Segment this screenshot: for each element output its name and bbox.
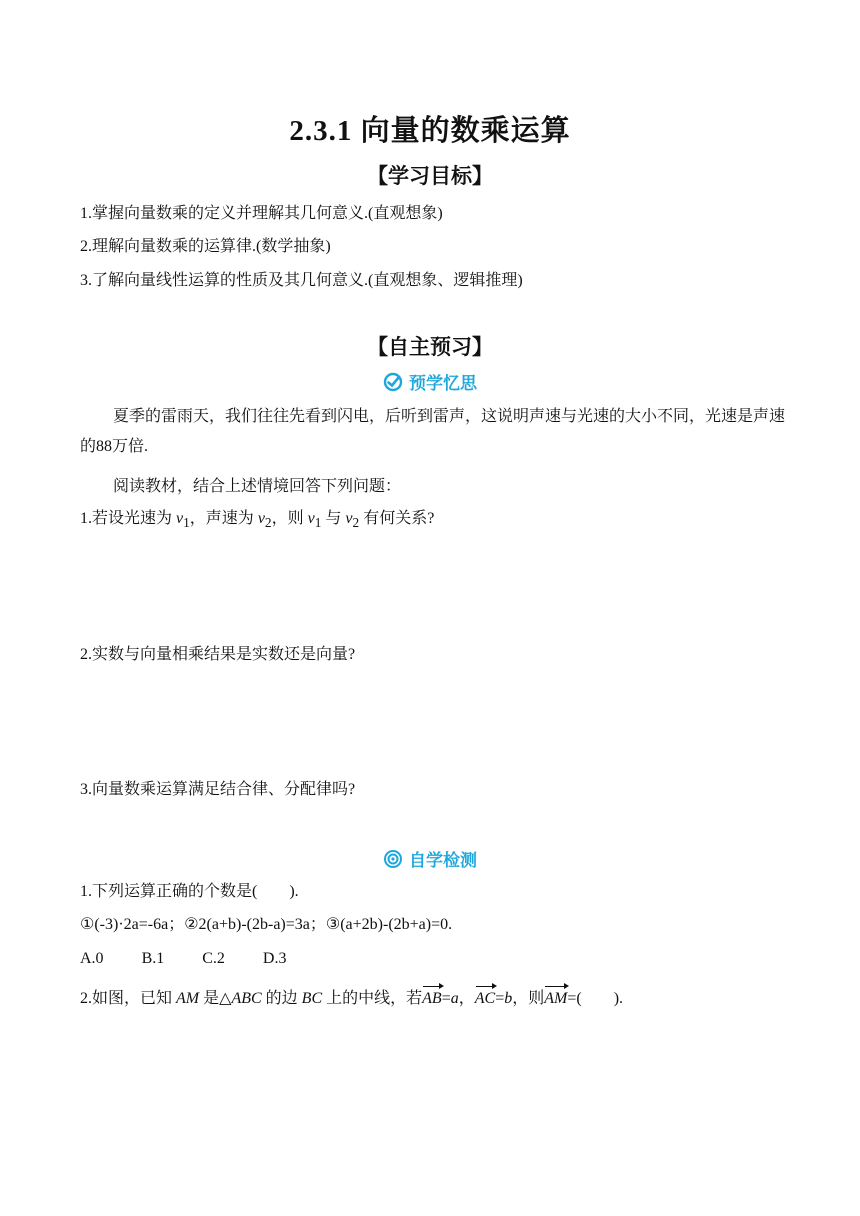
self-check-badge	[0, 846, 860, 874]
vector-am: AM	[544, 988, 567, 1010]
vector-ac: AC	[475, 988, 495, 1010]
intro-paragraph: 夏季的雷雨天，我们往往先看到闪电，后听到雷声，这说明声速与光速的大小不同，光速是声速的88万倍.	[80, 408, 786, 455]
self-check-badge-label: 自学检测	[409, 851, 477, 871]
option-c: C.2	[202, 950, 225, 967]
goal-item-3: 3.了解向量线性运算的性质及其几何意义.(直观想象、逻辑推理)	[80, 272, 523, 289]
target-icon	[383, 849, 403, 874]
exercise-1: 1.下列运算正确的个数是( ).	[80, 883, 299, 900]
exercise-1-expressions: ①(-3)·2a=-6a；②2(a+b)-(2b-a)=3a；③(a+2b)-(2b+a)=0.	[80, 916, 453, 933]
question-2: 2.实数与向量相乘结果是实数还是向量?	[80, 646, 356, 663]
option-b: B.1	[141, 950, 165, 967]
question-1: 1.若设光速为 $v_1$，声速为 $v_2$，则 $v_1$ 与 $v_2$ 有何关系?	[80, 510, 435, 531]
option-a: A.0	[80, 950, 104, 967]
exercise-2: 2.如图，已知 AM 是△ABC 的边 BC 上的中线，若AB=a，AC=b，则AM=( ).	[80, 988, 623, 1010]
question-3: 3.向量数乘运算满足结合律、分配律吗?	[80, 781, 356, 798]
preview-badge	[0, 369, 860, 397]
vector-ab: AB	[422, 988, 442, 1010]
reading-instruction: 阅读教材，结合上述情境回答下列问题：	[113, 478, 402, 495]
preview-badge-label: 预学忆思	[409, 374, 477, 394]
page-title: 2.3.1 向量的数乘运算	[289, 115, 571, 147]
goal-item-1: 1.掌握向量数乘的定义并理解其几何意义.(直观想象)	[80, 205, 443, 222]
option-d: D.3	[262, 950, 287, 967]
self-study-heading: 【自主预习】	[367, 335, 493, 359]
exercise-1-options	[80, 948, 320, 970]
check-circle-icon	[383, 372, 403, 397]
goal-item-2: 2.理解向量数乘的运算律.(数学抽象)	[80, 238, 331, 255]
learning-goals-heading: 【学习目标】	[367, 164, 493, 188]
